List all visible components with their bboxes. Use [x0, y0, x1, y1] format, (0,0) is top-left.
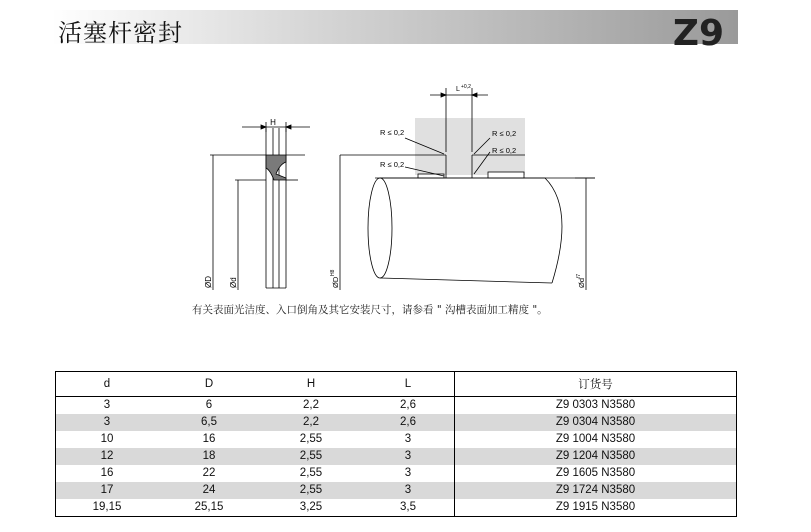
cell-od: 22 — [202, 467, 216, 479]
col-l-header: L — [362, 372, 455, 397]
table-row — [56, 499, 737, 517]
table-row — [56, 414, 737, 431]
cell-order-no: Z9 1004 N3580 — [455, 431, 737, 448]
col-od-header: D — [158, 372, 260, 397]
dim-id-label: Ød — [229, 277, 238, 288]
dim-groove-d-tolerance: H8 — [330, 269, 336, 276]
cell-od: 6,5 — [158, 414, 260, 431]
cell-h: 2,55 — [260, 448, 362, 465]
table-row — [56, 465, 737, 482]
cell-d: 12 — [56, 448, 159, 465]
dim-h-label: H — [270, 118, 276, 127]
cell-h: 2,2 — [303, 399, 319, 411]
order-table — [55, 371, 737, 517]
cell-d: 17 — [56, 482, 159, 499]
seal-profile — [210, 122, 310, 290]
col-order-no-header: 订货号 — [455, 372, 737, 397]
cell-d: 3 — [56, 397, 159, 415]
cell-od: 6 — [205, 399, 213, 411]
cell-order-no: Z9 0303 N3580 — [455, 397, 737, 415]
seal-section-fill — [266, 155, 286, 180]
cell-order-no: Z9 0304 N3580 — [455, 414, 737, 431]
cell-d: 10 — [56, 431, 159, 448]
table-row — [56, 431, 737, 448]
cell-l: 2,6 — [400, 399, 416, 411]
col-d-header: d — [56, 372, 159, 397]
radius-label-1: R ≤ 0,2 — [380, 128, 405, 137]
cell-l: 3,5 — [362, 499, 455, 517]
cell-d: 3 — [56, 414, 159, 431]
cell-od: 24 — [158, 482, 260, 499]
cell-d: 16 — [56, 465, 159, 482]
radius-label-3: R ≤ 0,2 — [492, 146, 517, 155]
technical-drawing — [190, 78, 630, 300]
cell-od: 18 — [158, 448, 260, 465]
cell-h: 3,25 — [260, 499, 362, 517]
cell-h: 2,55 — [260, 482, 362, 499]
dim-od-label: ØD — [204, 276, 213, 288]
radius-label-2: R ≤ 0,2 — [492, 129, 517, 138]
cell-h: 2,2 — [260, 414, 362, 431]
cell-order-no: Z9 1915 N3580 — [455, 499, 737, 517]
table-row — [56, 482, 737, 499]
cell-l: 3 — [404, 467, 412, 479]
cell-l: 3 — [362, 448, 455, 465]
dim-l-label: L — [456, 86, 460, 93]
cell-order-no: Z9 1605 N3580 — [455, 465, 737, 482]
page-title: 活塞杆密封 — [58, 19, 183, 47]
cell-h: 2,55 — [299, 433, 323, 445]
cell-l: 2,6 — [362, 414, 455, 431]
table-header-row — [56, 372, 737, 397]
dim-rod-d-label: Ød — [577, 277, 586, 288]
dim-l-tolerance: +0,2 — [461, 84, 471, 90]
table-row — [56, 397, 737, 415]
cell-order-no: Z9 1204 N3580 — [455, 448, 737, 465]
cell-od: 16 — [202, 433, 216, 445]
radius-label-4: R ≤ 0,2 — [380, 160, 405, 169]
cell-order-no: Z9 1724 N3580 — [455, 482, 737, 499]
page-header — [52, 10, 738, 54]
cell-l: 3 — [404, 433, 412, 445]
table-row — [56, 448, 737, 465]
cell-od: 25,15 — [158, 499, 260, 517]
product-code: Z9 — [672, 13, 724, 54]
cell-l: 3 — [362, 482, 455, 499]
dim-rod-d-tolerance: f7 — [576, 273, 582, 278]
cell-h: 2,55 — [299, 467, 323, 479]
dim-groove-d-label: ØD — [331, 276, 340, 288]
col-h-header: H — [260, 372, 362, 397]
installation-note: 有关表面光洁度、入口倒角及其它安装尺寸，请参看 " 沟槽表面加工精度 "。 — [192, 304, 548, 316]
cell-d: 19,15 — [56, 499, 159, 517]
